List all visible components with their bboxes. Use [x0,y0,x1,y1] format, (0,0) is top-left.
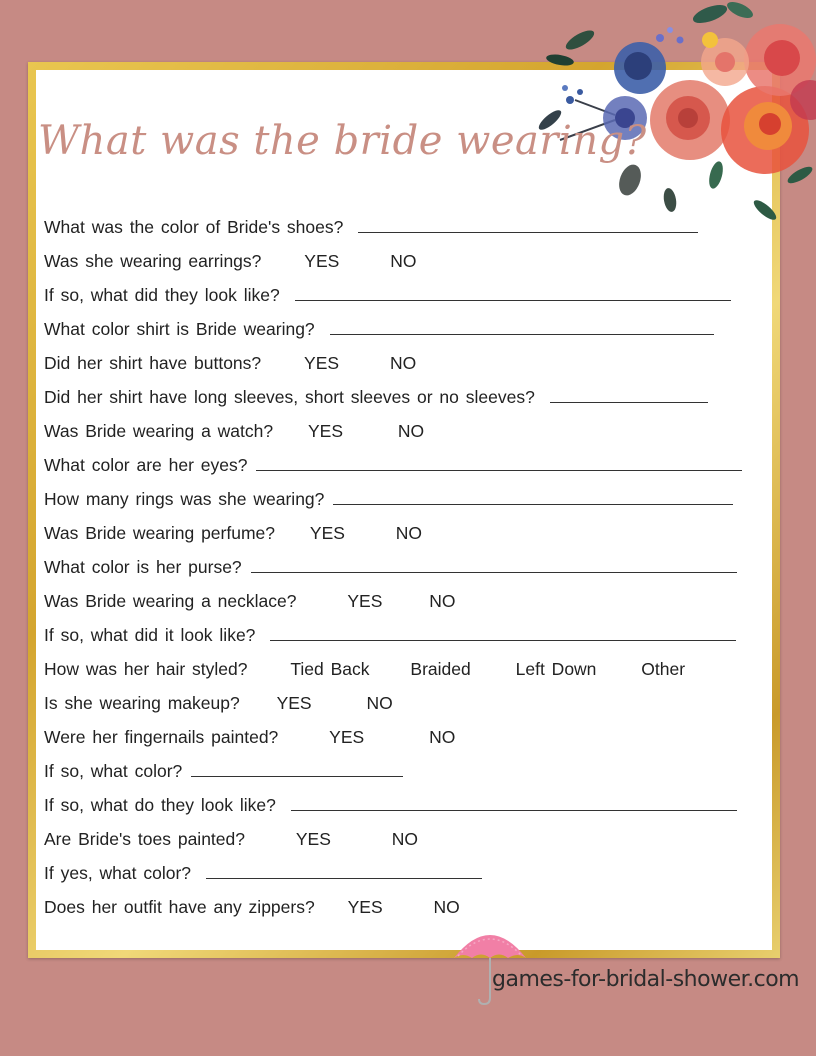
answer-line[interactable] [256,456,742,471]
question-row [44,720,774,754]
question-text: Was Bride wearing perfume? [44,523,276,543]
no-option[interactable]: NO [397,421,425,441]
hair-option-tied-back[interactable]: Tied Back [290,659,370,679]
question-text: If so, what did it look like? [44,625,256,645]
yes-option[interactable]: YES [295,829,331,849]
question-row [44,550,774,584]
yes-option[interactable]: YES [304,251,340,271]
no-option[interactable]: NO [390,251,417,271]
question-text: Were her fingernails painted? [44,727,279,747]
yes-option[interactable]: YES [347,591,383,611]
question-text: What color is her purse? [44,557,242,577]
question-row [44,822,774,856]
question-row [44,618,774,652]
yes-option[interactable]: YES [308,421,344,441]
question-text: Does her outfit have any zippers? [44,897,315,917]
yes-option[interactable]: YES [304,353,340,373]
question-row [44,584,774,618]
hair-option-other[interactable]: Other [641,659,686,679]
answer-line[interactable] [295,286,731,301]
question-row [44,210,774,244]
answer-line[interactable] [291,796,737,811]
question-text: Did her shirt have buttons? [44,353,262,373]
yes-option[interactable]: YES [309,523,345,543]
question-text: Was she wearing earrings? [44,251,262,271]
question-row [44,686,774,720]
watercolor-flowers-decoration [520,0,816,230]
question-text: What color are her eyes? [44,455,248,475]
question-row [44,448,774,482]
question-row [44,380,774,414]
question-row [44,788,774,822]
question-row [44,482,774,516]
no-option[interactable]: NO [429,727,456,747]
question-text: Are Bride's toes painted? [44,829,245,849]
question-text: If so, what did they look like? [44,285,280,305]
question-row [44,890,774,924]
question-text: What was the color of Bride's shoes? [44,217,344,237]
question-text: If so, what color? [44,761,183,781]
question-text: How was her hair styled? [44,659,248,679]
answer-line[interactable] [550,388,708,403]
question-text: Was Bride wearing a watch? [44,421,274,441]
no-option[interactable]: NO [366,693,393,713]
question-row [44,312,774,346]
question-row [44,346,774,380]
question-text: How many rings was she wearing? [44,489,325,509]
question-text: If yes, what color? [44,863,192,883]
answer-line[interactable] [330,320,714,335]
question-row [44,414,774,448]
question-row [44,278,774,312]
hair-option-left-down[interactable]: Left Down [515,659,597,679]
umbrella-icon [452,918,528,1008]
no-option[interactable]: NO [429,591,456,611]
no-option[interactable]: NO [395,523,423,543]
question-text: If so, what do they look like? [44,795,276,815]
answer-line[interactable] [206,864,482,879]
question-row [44,516,774,550]
yes-option[interactable]: YES [347,897,383,917]
question-list [44,210,774,924]
answer-line[interactable] [191,762,403,777]
hair-option-braided[interactable]: Braided [410,659,471,679]
answer-line[interactable] [358,218,698,233]
no-option[interactable]: NO [391,829,419,849]
answer-line[interactable] [270,626,736,641]
answer-line[interactable] [251,558,737,573]
question-text: Is she wearing makeup? [44,693,240,713]
no-option[interactable]: NO [433,897,460,917]
question-row [44,652,774,686]
question-text: What color shirt is Bride wearing? [44,319,315,339]
question-row [44,244,774,278]
no-option[interactable]: NO [389,353,417,373]
question-row [44,856,774,890]
question-text: Was Bride wearing a necklace? [44,591,297,611]
website-url: games-for-bridal-shower.com [492,967,800,992]
question-text: Did her shirt have long sleeves, short sleeves or no sleeves? [44,387,535,407]
yes-option[interactable]: YES [329,727,365,747]
yes-option[interactable]: YES [276,693,312,713]
answer-line[interactable] [333,490,733,505]
page-title: What was the bride wearing? [38,118,647,164]
question-row [44,754,774,788]
